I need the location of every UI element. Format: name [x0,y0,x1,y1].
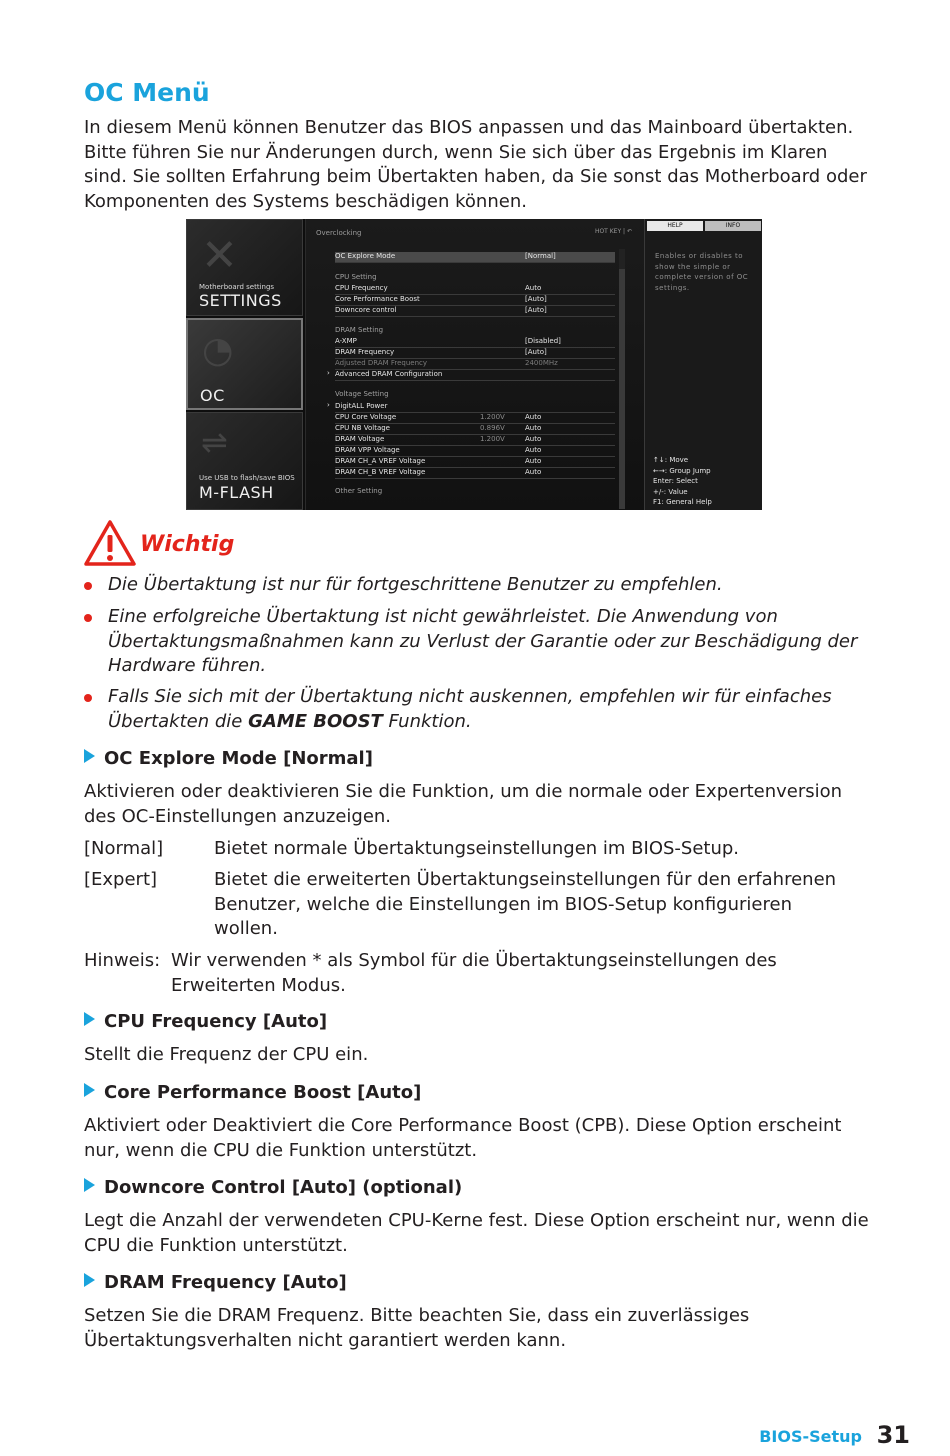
row-cpu-nb-voltage [335,424,615,435]
section-text: Stellt die Frequenz der CPU ein. [84,1044,369,1065]
row-value: Auto [525,413,542,421]
row-value: [Auto] [525,295,547,303]
note-key: Hinweis: [84,950,161,971]
row-core-performance-boost [335,295,615,306]
mflash-tile [186,412,303,510]
row-current: 0.896V [480,424,505,432]
note [84,949,874,999]
warning-title: Wichtig [140,532,235,557]
section-text: Legt die Anzahl der verwendeten CPU-Kerne fest. Diese Option erscheint nur, wenn die CPU die Funktion unterstützt. [84,1210,869,1256]
help-text: Enables or disables to show the simple or complete version of OC settings. [655,252,749,292]
row-label: DRAM CH_B VREF Voltage [335,468,426,476]
triangle-right-icon [84,1273,95,1287]
oc-tile [186,318,303,410]
row-dram-chb-vref [335,468,615,479]
row-label: Adjusted DRAM Frequency [335,359,428,367]
section-title: Core Performance Boost [Auto] [104,1082,422,1103]
section-heading-dram-frequency [84,1272,347,1293]
triangle-right-icon [84,749,95,763]
row-label: Core Performance Boost [335,295,420,303]
bullet-dot [84,582,92,590]
submenu-arrow-icon: › [327,369,330,377]
row-value: 2400MHz [525,359,558,367]
tools-icon: ✕ [201,230,238,281]
intro-paragraph: In diesem Menü können Benutzer das BIOS anpassen und das Mainboard übertakten. Bitte führen Sie nur Änderungen durch, wenn Sie sich über das Ergebnis im Klaren sind. Sie sollten Erfahrung beim Übertakten haben, da Sie sonst das Motherboard oder Komponenten des Systems beschädigen können. [84,117,867,212]
option-expert [84,868,874,943]
usb-icon: ⇌ [201,423,228,461]
row-advanced-dram-config [335,370,615,381]
row-value: Auto [525,446,542,454]
row-dram-frequency [335,348,615,359]
mflash-title: M-FLASH [199,483,274,502]
warning-icon [84,519,136,567]
triangle-right-icon [84,1012,95,1026]
page-title: OC Menü [84,78,210,107]
section-heading-cpu-frequency [84,1011,327,1032]
row-oc-explore-mode [335,252,615,263]
row-dram-cha-vref [335,457,615,468]
row-value: Auto [525,435,542,443]
row-label: CPU Frequency [335,284,388,292]
bullet-text: Die Übertaktung ist nur für fortgeschrittene Benutzer zu empfehlen. [108,574,723,595]
hotkey-label: HOT KEY | ↶ [594,228,632,235]
section-heading-core-performance-boost [84,1082,421,1103]
tab-info: INFO [705,221,761,231]
key-value: +/-: Value [653,487,688,496]
row-downcore-control [335,306,615,317]
group-cpu-setting: CPU Setting [335,273,377,281]
help-panel [644,219,762,510]
help-tabs [647,221,761,231]
group-dram-setting: DRAM Setting [335,326,384,334]
oc-title: OC [200,386,225,405]
section-text: Setzen Sie die DRAM Frequenz. Bitte beachten Sie, dass ein zuverlässiges Übertaktungsverhalten nicht garantiert werden kann. [84,1305,750,1351]
row-value: [Auto] [525,348,547,356]
key-move: ↑↓: Move [653,456,689,464]
row-value: [Auto] [525,306,547,314]
bullet-text: Eine erfolgreiche Übertaktung ist nicht gewährleistet. Die Anwendung von Übertaktungsmaßnahmen kann zu Verlust der Garantie oder zur Beschädigung der Hardware führen. [108,606,858,676]
section-title: Downcore Control [Auto] (optional) [104,1177,463,1198]
mflash-subtitle: Use USB to flash/save BIOS [199,474,295,482]
option-desc: Bietet normale Übertaktungseinstellungen im BIOS-Setup. [214,838,740,859]
settings-subtitle: Motherboard settings [199,283,275,291]
section-title: OC Explore Mode [Normal] [104,748,373,769]
row-label: CPU Core Voltage [335,413,397,421]
gauge-icon: ◔ [202,330,234,371]
bullet-dot [84,694,92,702]
row-current: 1.200V [480,413,505,421]
section-text: Aktivieren oder deaktivieren Sie die Funktion, um die normale oder Expertenversion des OC-Einstellungen anzuzeigen. [84,781,843,827]
section-title: DRAM Frequency [Auto] [104,1272,347,1293]
settings-tile [186,219,303,316]
group-voltage-setting: Voltage Setting [335,390,389,398]
triangle-right-icon [84,1178,95,1192]
page-number: 31 [876,1421,910,1449]
scrollbar-thumb [619,269,625,509]
section-text: Aktiviert oder Deaktiviert die Core Performance Boost (CPB). Diese Option erscheint nur, wenn die CPU die Funktion unterstützt. [84,1115,842,1161]
section-title: CPU Frequency [Auto] [104,1011,328,1032]
option-key: [Expert] [84,869,158,890]
row-label: DigitALL Power [335,402,388,410]
row-value: [Normal] [525,252,556,260]
row-a-xmp [335,337,615,348]
bullet-text-post: Funktion. [382,710,472,732]
row-label: DRAM Frequency [335,348,395,356]
row-label: DRAM Voltage [335,435,385,443]
tab-help: HELP [647,221,703,231]
option-desc: Bietet die erweiterten Übertaktungseinstellungen für den erfahrenen Benutzer, welche die Einstellungen im BIOS-Setup konfigurieren wollen. [214,869,837,939]
triangle-right-icon [84,1083,95,1097]
row-value: Auto [525,468,542,476]
panel-header: Overclocking [316,229,362,237]
row-label: A-XMP [335,337,357,345]
bios-settings-panel [305,219,644,510]
section-heading-downcore-control [84,1177,462,1198]
row-label: Advanced DRAM Configuration [335,370,443,378]
row-label: DRAM VPP Voltage [335,446,400,454]
bullet-dot [84,614,92,622]
row-value: [Disabled] [525,337,561,345]
option-key: [Normal] [84,838,164,859]
settings-scrollbar [619,249,625,504]
row-value: Auto [525,424,542,432]
settings-title: SETTINGS [199,291,282,310]
group-other-setting: Other Setting [335,487,383,495]
row-label: OC Explore Mode [335,252,396,260]
row-current: 1.200V [480,435,505,443]
key-general-help: F1: General Help [653,498,712,506]
footer-section-label: BIOS-Setup [759,1427,862,1446]
option-normal [84,837,874,862]
note-text: Wir verwenden * als Symbol für die Übertaktungseinstellungen des Erweiterten Modus. [171,950,777,996]
submenu-arrow-icon: › [327,401,330,409]
key-select: Enter: Select [653,477,698,485]
row-digitall-power [335,402,615,413]
row-dram-voltage [335,435,615,446]
bullet-text-pre: Falls Sie sich mit der Übertaktung nicht auskennen, empfehlen wir für einfaches Übertakten die [108,686,832,732]
row-cpu-frequency [335,284,615,295]
bullet-text [108,685,878,734]
row-dram-vpp-voltage [335,446,615,457]
game-boost-label: GAME BOOST [248,710,383,732]
key-group-jump: ←→: Group Jump [653,466,711,475]
row-cpu-core-voltage [335,413,615,424]
row-value: Auto [525,457,542,465]
row-label: DRAM CH_A VREF Voltage [335,457,426,465]
row-label: CPU NB Voltage [335,424,390,432]
bios-screenshot [186,219,762,510]
row-value: Auto [525,284,542,292]
row-label: Downcore control [335,306,397,314]
section-heading-oc-explore-mode [84,748,373,769]
key-legend [653,455,712,508]
row-adjusted-dram-frequency [335,359,615,370]
